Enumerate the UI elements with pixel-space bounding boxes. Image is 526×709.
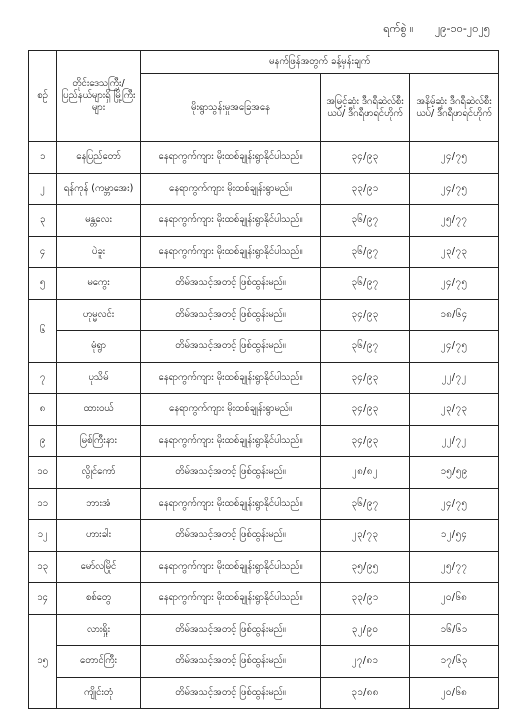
row-number: ၁၀ [29, 457, 57, 489]
row-condition: နေရာကွက်ကျား မိုးထစ်ချုန်းရွာနိုင်ပါသည်။ [141, 142, 321, 174]
row-place: ထားဝယ် [57, 394, 141, 426]
row-high: ၃၆/၉၇ [321, 488, 410, 520]
table-row [29, 457, 499, 489]
table-row [29, 331, 499, 363]
row-place: နေပြည်တော် [57, 142, 141, 174]
row-number: ၅ [29, 268, 57, 300]
row-high: ၃၅/၉၅ [321, 551, 410, 583]
date-line [0, 22, 490, 38]
row-low: ၂၂/၇၂ [410, 425, 499, 457]
row-high: ၃၃/၉၁ [321, 583, 410, 615]
row-high: ၃၁/၈၈ [321, 677, 410, 709]
row-low: ၂၃/၇၃ [410, 236, 499, 268]
row-number: ၃ [29, 205, 57, 237]
table-row [29, 551, 499, 583]
row-place: စစ်တွေ [57, 583, 141, 615]
table-row [29, 488, 499, 520]
row-high: ၃၄/၉၃ [321, 425, 410, 457]
row-number: ၁၅ [29, 614, 57, 709]
table-row [29, 362, 499, 394]
table-row [29, 614, 499, 646]
row-high: ၃၂/၉၀ [321, 614, 410, 646]
row-high: ၃၄/၉၃ [321, 299, 410, 331]
date-label: ရက်စွဲ ။ [383, 22, 414, 35]
header-rain-condition: မိုးရွာသွန်းမှုအခြေအနေ [141, 74, 321, 142]
row-high: ၃၄/၉၃ [321, 362, 410, 394]
table-row [29, 142, 499, 174]
row-condition: တိမ်အသင့်အတင့် ဖြစ်ထွန်းမည်။ [141, 646, 321, 678]
row-condition: တိမ်အသင့်အတင့် ဖြစ်ထွန်းမည်။ [141, 331, 321, 363]
table-row [29, 394, 499, 426]
row-number: ၂ [29, 173, 57, 205]
row-low: ၁၈/၆၄ [410, 299, 499, 331]
table-row [29, 425, 499, 457]
row-condition: နေရာကွက်ကျား မိုးထစ်ချုန်းရွာနိုင်ပါသည်။ [141, 583, 321, 615]
row-high: ၃၆/၉၇ [321, 205, 410, 237]
table-row [29, 677, 499, 709]
table-row [29, 173, 499, 205]
table-row [29, 299, 499, 331]
row-high: ၃၆/၉၇ [321, 268, 410, 300]
row-number: ၄ [29, 236, 57, 268]
table-row [29, 646, 499, 678]
header-highest-temp: အမြင့်ဆုံး ဒီဂရီဆဲလ်စီးယပ်/ ဒီဂရီဖာရင်ဟိုက် [321, 74, 410, 142]
row-high: ၂၇/၈၁ [321, 646, 410, 678]
row-place: ကျိုင်းတုံ [57, 677, 141, 709]
row-condition: တိမ်အသင့်အတင့် ဖြစ်ထွန်းမည်။ [141, 520, 321, 552]
row-condition: နေရာကွက်ကျား မိုးထစ်ချုန်းရွာနိုင်ပါသည်။ [141, 551, 321, 583]
row-condition: တိမ်အသင့်အတင့် ဖြစ်ထွန်းမည်။ [141, 299, 321, 331]
row-number: ၁၂ [29, 520, 57, 552]
row-low: ၂၄/၇၅ [410, 268, 499, 300]
row-low: ၂၅/၇၇ [410, 205, 499, 237]
row-place: မကွေး [57, 268, 141, 300]
row-low: ၁၆/၆၁ [410, 614, 499, 646]
row-high: ၃၆/၉၇ [321, 331, 410, 363]
row-low: ၂၀/၆၈ [410, 583, 499, 615]
row-low: ၂၄/၇၅ [410, 142, 499, 174]
row-low: ၁၂/၅၄ [410, 520, 499, 552]
row-number: ၆ [29, 299, 57, 362]
table-row [29, 236, 499, 268]
table-row [29, 268, 499, 300]
row-place: ပုသိမ် [57, 362, 141, 394]
row-number: ၁၁ [29, 488, 57, 520]
header-number: စဉ် [29, 51, 57, 142]
row-condition: နေရာကွက်ကျား မိုးထစ်ချုန်းရွာနိုင်ပါသည်။ [141, 488, 321, 520]
row-number: ၉ [29, 425, 57, 457]
row-condition: နေရာကွက်ကျား မိုးထစ်ချုန်းရွာမည်။ [141, 394, 321, 426]
row-place: ဟုမ္မလင်း [57, 299, 141, 331]
row-low: ၂၀/၆၈ [410, 677, 499, 709]
row-place: လားရှိုး [57, 614, 141, 646]
row-low: ၁၅/၅၉ [410, 457, 499, 489]
row-place: တောင်ကြီး [57, 646, 141, 678]
row-low: ၂၄/၇၅ [410, 488, 499, 520]
row-condition: နေရာကွက်ကျား မိုးထစ်ချုန်းရွာနိုင်ပါသည်။ [141, 236, 321, 268]
row-low: ၁၇/၆၃ [410, 646, 499, 678]
row-low: ၂၂/၇၂ [410, 362, 499, 394]
table-row [29, 520, 499, 552]
row-high: ၃၃/၉၁ [321, 173, 410, 205]
row-high: ၃၄/၉၃ [321, 394, 410, 426]
date-value: ၂၉-၁၀-၂၀၂၅ [434, 22, 490, 35]
row-high: ၂၃/၇၃ [321, 520, 410, 552]
row-place: ဟားခါး [57, 520, 141, 552]
row-condition: နေရာကွက်ကျား မိုးထစ်ချုန်းရွာနိုင်ပါသည်။ [141, 205, 321, 237]
row-condition: တိမ်အသင့်အတင့် ဖြစ်ထွန်းမည်။ [141, 268, 321, 300]
row-number: ၁၄ [29, 583, 57, 615]
row-place: လွိုင်ကော် [57, 457, 141, 489]
header-region: တိုင်းဒေသကြီး/ ပြည်နယ်များရှိ မြို့ကြီးများ [57, 51, 141, 142]
row-high: ၂၈/၈၂ [321, 457, 410, 489]
row-condition: နေရာကွက်ကျား မိုးထစ်ချုန်းရွာနိုင်ပါသည်။ [141, 362, 321, 394]
row-place: ရန်ကုန် (ကမ္ဘာအေး) [57, 173, 141, 205]
row-condition: တိမ်အသင့်အတင့် ဖြစ်ထွန်းမည်။ [141, 457, 321, 489]
header-forecast-group: မနက်ဖြန်အတွက် ခန့်မှန်းချက် [141, 51, 499, 74]
row-low: ၂၅/၇၇ [410, 551, 499, 583]
row-place: ပဲခူး [57, 236, 141, 268]
row-high: ၃၄/၉၃ [321, 142, 410, 174]
row-condition: တိမ်အသင့်အတင့် ဖြစ်ထွန်းမည်။ [141, 614, 321, 646]
row-low: ၂၃/၇၃ [410, 394, 499, 426]
row-place: မော်လမြိုင် [57, 551, 141, 583]
forecast-table [28, 50, 499, 709]
row-place: ဘားအံ [57, 488, 141, 520]
row-high: ၃၆/၉၇ [321, 236, 410, 268]
table-row [29, 583, 499, 615]
row-place: မုံရွာ [57, 331, 141, 363]
row-number: ၈ [29, 394, 57, 426]
row-number: ၇ [29, 362, 57, 394]
row-condition: တိမ်အသင့်အတင့် ဖြစ်ထွန်းမည်။ [141, 677, 321, 709]
row-number: ၁၃ [29, 551, 57, 583]
row-low: ၂၄/၇၅ [410, 173, 499, 205]
row-low: ၂၄/၇၅ [410, 331, 499, 363]
row-place: မြစ်ကြီးနား [57, 425, 141, 457]
row-condition: နေရာကွက်ကျား မိုးထစ်ချုန်းရွာမည်။ [141, 173, 321, 205]
table-row [29, 205, 499, 237]
header-lowest-temp: အနိမ့်ဆုံး ဒီဂရီဆဲလ်စီးယပ်/ ဒီဂရီဖာရင်ဟိုက် [410, 74, 499, 142]
row-number: ၁ [29, 142, 57, 174]
row-place: မန္တလေး [57, 205, 141, 237]
row-condition: နေရာကွက်ကျား မိုးထစ်ချုန်းရွာနိုင်ပါသည်။ [141, 425, 321, 457]
